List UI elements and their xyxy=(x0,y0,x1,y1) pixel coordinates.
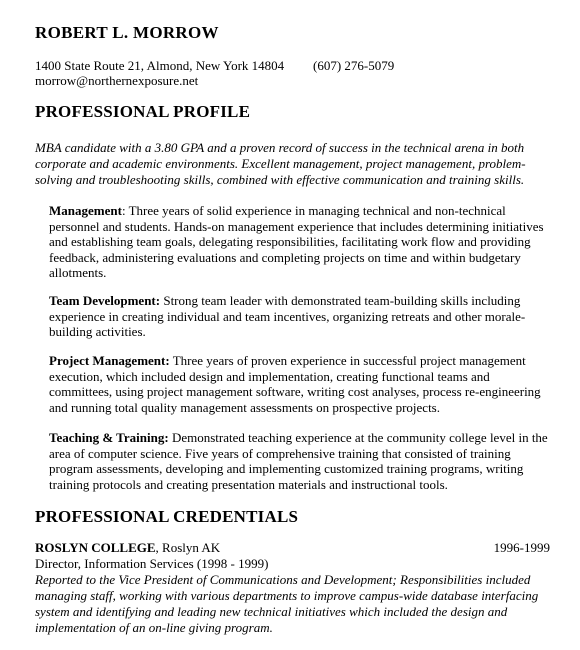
skill-text: : Three years of solid experience in managing technical and non-technical personnel and students. Hands-on management experience that includes determining initiatives and establishing team goals, delegating responsibilities, facilitating work flow and providing feedback, administering evaluations and completing projects on time and within budgetary allotments. xyxy=(49,203,544,280)
skill-label: Teaching & Training: xyxy=(49,430,169,445)
position-description: Reported to the Vice President of Communications and Development; Responsibilities included managing staff, working with various departments to improve campus-wide database interfacing system and identifying and leading new technical initiatives which included the design and implementation of an on-line giving program. xyxy=(35,572,539,635)
phone: (607) 276-5079 xyxy=(313,58,395,73)
skill-text: Demonstrated teaching experience at the community college level in the area of computer science. Five years of comprehensive training that consisted of training program assessments, developing and implementing customized training programs, writing training protocols and creating presentation materials and instructional tools. xyxy=(49,430,548,492)
skill-management xyxy=(49,203,550,281)
skill-label: Team Development: xyxy=(49,293,161,308)
profile-heading: PROFESSIONAL PROFILE xyxy=(35,102,251,121)
email: morrow@northernexposure.net xyxy=(35,73,199,88)
candidate-name: ROBERT L. MORROW xyxy=(35,23,219,42)
skill-text: Three years of proven experience in successful project management execution, which included design and implementation, creating functional teams and committees, using project management software, writing cost analyses, process re-engineering and running total quality management assessments on prospective projects. xyxy=(49,353,541,415)
skill-teaching-training xyxy=(49,430,550,492)
contact-line xyxy=(35,58,394,73)
skill-team-development xyxy=(49,293,550,340)
employer-name: ROSLYN COLLEGE xyxy=(35,540,156,555)
credentials-heading: PROFESSIONAL CREDENTIALS xyxy=(35,507,299,526)
skill-project-management xyxy=(49,353,550,415)
address: 1400 State Route 21, Almond, New York 14804 xyxy=(35,58,285,73)
profile-summary: MBA candidate with a 3.80 GPA and a proven record of success in the technical arena in both corporate and academic environments. Excellent management, project management, problem-solving and troubleshooting skills, combined with effective communication and training skills. xyxy=(35,140,526,187)
skill-label: Management xyxy=(49,203,122,218)
employer-location: , Roslyn AK xyxy=(155,540,221,555)
skill-text: Strong team leader with demonstrated team-building skills including experience in creating individual and team incentives, organizing retreats and other morale-building activities. xyxy=(49,293,526,339)
position-title: Director, Information Services (1998 - 1999) xyxy=(35,556,269,571)
credential-employer-row xyxy=(35,540,550,556)
employment-dates: 1996-1999 xyxy=(493,540,550,555)
skill-label: Project Management: xyxy=(49,353,170,368)
